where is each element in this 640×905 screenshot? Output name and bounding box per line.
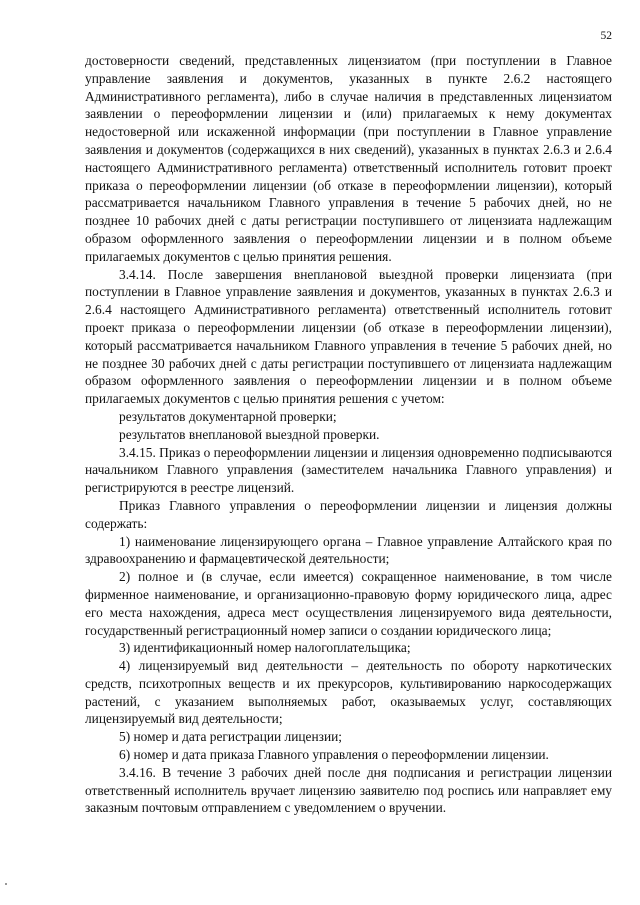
paragraph-3-4-14: 3.4.14. После завершения внеплановой выездной проверки лицензиата (при поступлении в Главное управление заявления и документов, указанных в пунктах 2.6.3 и 2.6.4 настоящего Административного регламента) ответственный исполнитель готовит проект приказа о переоформлении лицензии (об отказе в переоформлении лицензии), который рассматривается начальником Главного управления в течение 5 рабочих дней, но не позднее 30 рабочих дней с даты регистрации поступившего от лицензиата надлежащим образом оформленного заявления о переоформлении лицензии и в полном объеме прилагаемых документов с целью принятия решения с учетом: <box>85 266 612 407</box>
paragraph-3-4-15: 3.4.15. Приказ о переоформлении лицензии и лицензия одновременно подписываются начальником Главного управления (заместителем начальника Главного управления) и регистрируются в реестре лицензий. <box>85 444 612 496</box>
list-item-5: 5) номер и дата регистрации лицензии; <box>119 729 343 745</box>
document-body <box>85 52 612 817</box>
list-item-2: 2) полное и (в случае, если имеется) сокращенное наименование, в том числе фирменное наименование, и организационно-правовую форму юридического лица, адрес его места нахождения, адреса мест осуществления лицензируемого вида деятельности, государственный регистрационный номер записи о создании юридического лица; <box>85 569 612 638</box>
paragraph-continuation: достоверности сведений, представленных лицензиатом (при поступлении в Главное управление заявления и документов, указанных в пункте 2.6.2 настоящего Административного регламента), либо в случае наличия в представленных лицензиатом заявлении о переоформлении лицензии и (или) прилагаемых к нему документах недостоверной или искаженной информации (при поступлении в Главное управление заявления и документов (содержащихся в них сведений), указанных в пунктах 2.6.3 и 2.6.4 настоящего Административного регламента) ответственный исполнитель готовит проект приказа о переоформлении лицензии (об отказе в переоформлении лицензии), который рассматривается начальником Главного управления в течение 5 рабочих дней, но не позднее 10 рабочих дней с даты регистрации поступившего от лицензиата надлежащим образом оформленного заявления о переоформлении лицензии и в полном объеме прилагаемых документов с целью принятия решения. <box>85 53 612 264</box>
page-number: 52 <box>600 30 612 42</box>
list-item-1: 1) наименование лицензирующего органа – Главное управление Алтайского края по здравоохранению и фармацевтической деятельности; <box>85 533 612 567</box>
scan-artifact <box>5 883 7 885</box>
paragraph-order-contents: Приказ Главного управления о переоформлении лицензии и лицензия должны содержать: <box>85 497 612 531</box>
paragraph-3-4-16: 3.4.16. В течение 3 рабочих дней после дня подписания и регистрации лицензии ответственный исполнитель вручает лицензию заявителю под роспись или направляет ему заказным почтовым отправлением с уведомлением о вручении. <box>85 764 612 816</box>
list-item-6: 6) номер и дата приказа Главного управления о переоформлении лицензии. <box>119 747 549 763</box>
list-item-documentary-check: результатов документарной проверки; <box>119 408 337 424</box>
list-item-3: 3) идентификационный номер налогоплательщика; <box>119 640 411 656</box>
list-item-onsite-inspection: результатов внеплановой выездной проверки. <box>119 426 380 442</box>
list-item-4: 4) лицензируемый вид деятельности – деятельность по обороту наркотических средств, психотропных веществ и их прекурсоров, культивированию наркосодержащих растений, с указанием выполняемых работ, оказываемых услуг, составляющих лицензируемый вид деятельности; <box>85 658 612 727</box>
